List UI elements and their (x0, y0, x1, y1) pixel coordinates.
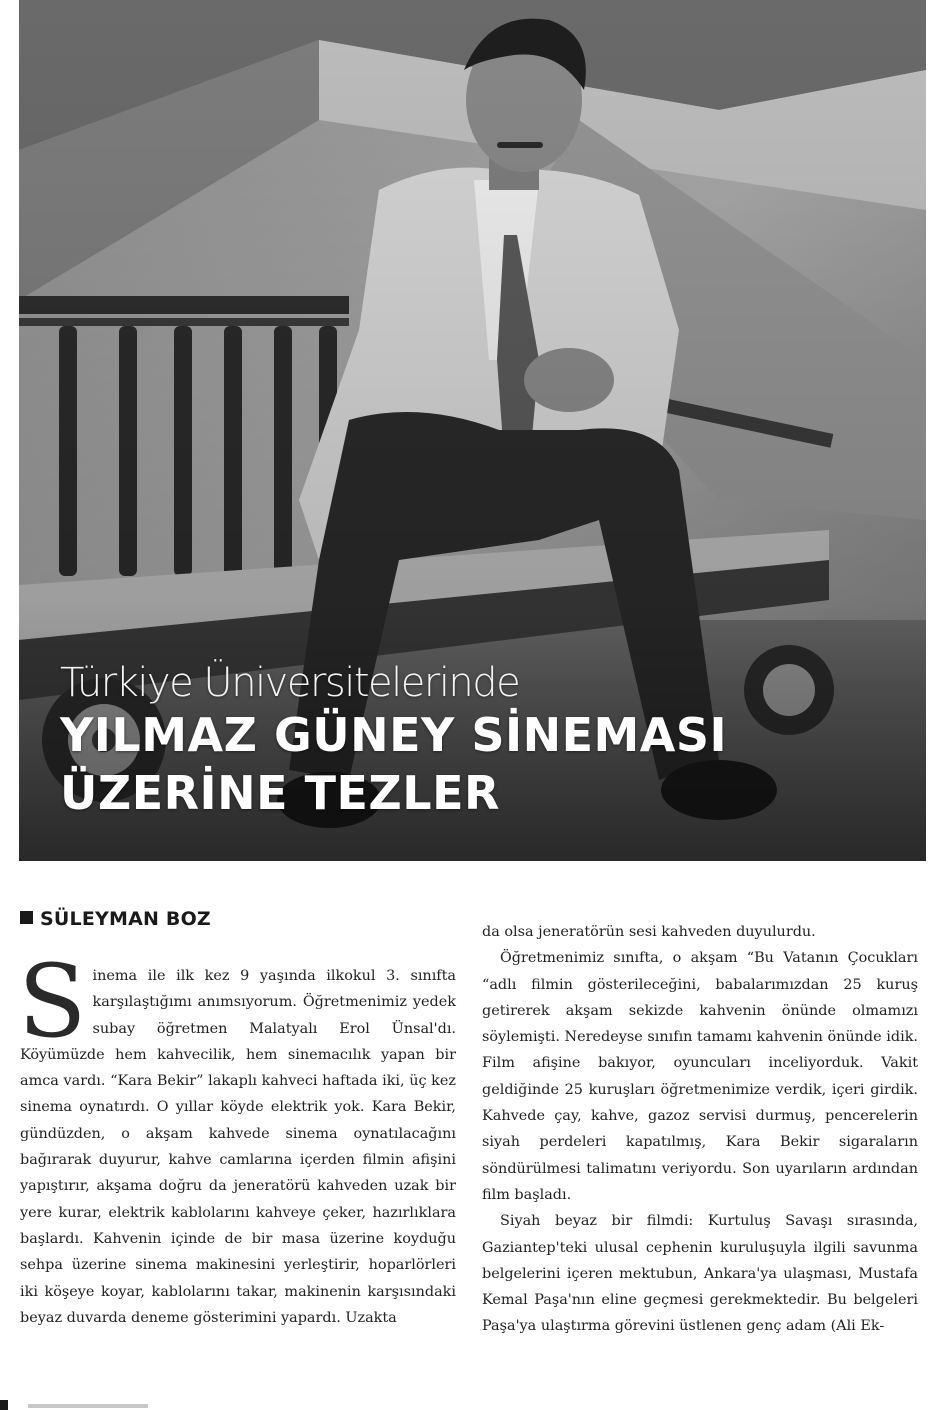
article-title-line-1: YILMAZ GÜNEY SİNEMASI (60, 708, 728, 762)
paragraph (18, 943, 456, 1331)
author-byline (20, 908, 211, 930)
column-left (18, 943, 456, 1331)
article-kicker: Türkiye Üniversitelerinde (60, 660, 520, 706)
paragraph-text: inema ile ilk kez 9 yaşında ilkokul 3. sınıfta karşılaştığımı anımsıyorum. Öğretmenimiz yedek subay öğretmen Malatyalı Erol Ünsal'dı. Köyümüzde hem kahvecilik, hem sinemacılık yapan bir amca vardı. “Kara Bekir” lakaplı kahveci haftada iki, üç kez sinema oynatırdı. O yıllar köyde elektrik yok. Kara Bekir, gündüzden, o akşam kahvede sinema oynatılacağını bağırarak duyurur, kahve camlarına içerden filmin afişini yapıştırır, akşama doğru da jeneratörü kahveden uzak bir yere kurar, elektrik kablolarını kahveye çeker, hazırlıklara başlardı. Kahvenin içinde de bir masa üzerine koyduğu sehpa üzerine sinema makinesini yerleştirir, hoparlörleri iki köşeye koyar, kablolarını takar, makinenin karşısındaki beyaz duvarda deneme gösterimini yapardı. Uzakta (20, 968, 456, 1326)
footer-text-mark (28, 1404, 148, 1408)
paragraph: Öğretmenimiz sınıfta, o akşam “Bu Vatanın Çocukları “adlı filmin gösterileceğini, babalarımızdan 25 kuruş getirerek akşam sekizde kahvenin önünde olmamızı söylemişti. Neredeyse sınıfın tamamı kahvenin önünde idik. Film afişine bakıyor, oyuncuları inceliyorduk. Vakit geldiğinde 25 kuruşları öğretmenimize verdik, içeri girdik. Kahvede çay, kahve, gazoz servisi durmuş, pencerelerin siyah perdeleri kapatılmış, Kara Bekir sigaraların söndürülmesi talimatını veriyordu. Son uyarıların ardından film başladı. (482, 950, 918, 1203)
page-footer (0, 1402, 928, 1410)
paragraph: Siyah beyaz bir filmdi: Kurtuluş Savaşı sırasında, Gaziantep'teki ulusal cephenin kuruluşuyla ilgili savunma belgelerini içeren mektubun, Ankara'ya ulaşması, Mustafa Kemal Paşa'nın eline geçmesi gerekmektedir. Bu belgeleri Paşa'ya ulaştırma görevini üstlenen genç adam (Ali Ek- (482, 1213, 918, 1335)
author-name: SÜLEYMAN BOZ (40, 908, 211, 930)
square-bullet-icon (20, 911, 33, 924)
paragraph: da olsa jeneratörün sesi kahveden duyulurdu. (482, 924, 816, 940)
headline-block (60, 660, 900, 822)
drop-cap: S (18, 943, 87, 1060)
article-title-line-2: ÜZERİNE TEZLER (60, 766, 500, 820)
column-right (482, 919, 918, 1340)
page-number-mark (0, 1400, 8, 1410)
